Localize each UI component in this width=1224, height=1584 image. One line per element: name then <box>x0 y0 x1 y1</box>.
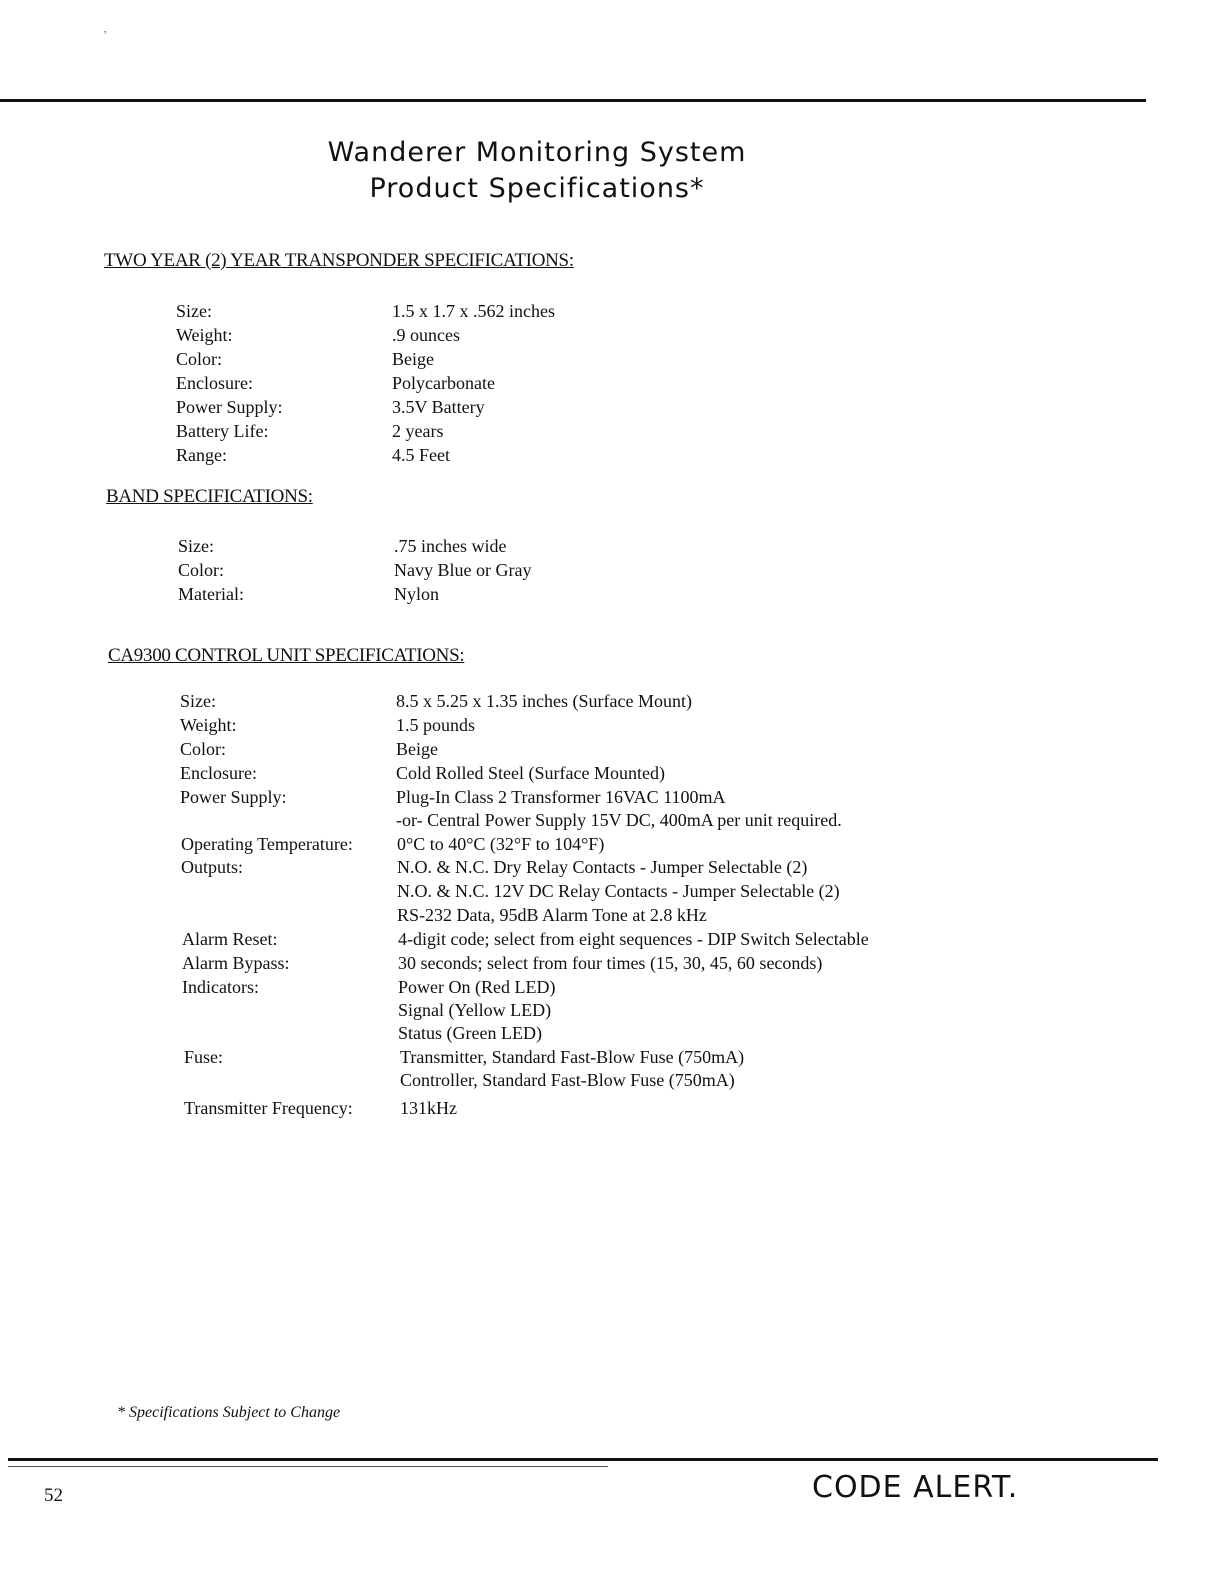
spec-label: Fuse: <box>184 1047 224 1067</box>
spec-value: Nylon <box>394 584 439 604</box>
spec-value: .75 inches wide <box>394 536 507 556</box>
spec-label: Material: <box>178 584 244 604</box>
spec-label: Power Supply: <box>176 397 283 417</box>
spec-label: Indicators: <box>182 977 259 997</box>
spec-value: 131kHz <box>400 1098 457 1118</box>
section-heading-transponder: TWO YEAR (2) YEAR TRANSPONDER SPECIFICATIONS: <box>104 250 574 271</box>
spec-value: RS-232 Data, 95dB Alarm Tone at 2.8 kHz <box>397 905 707 925</box>
spec-label: Weight: <box>176 325 233 345</box>
spec-value: Controller, Standard Fast-Blow Fuse (750mA) <box>400 1070 735 1090</box>
spec-value: Transmitter, Standard Fast-Blow Fuse (750mA) <box>400 1047 745 1067</box>
spec-value: -or- Central Power Supply 15V DC, 400mA per unit required. <box>396 810 842 830</box>
spec-label: Enclosure: <box>180 763 257 783</box>
spec-value: .9 ounces <box>392 325 460 345</box>
spec-value: N.O. & N.C. Dry Relay Contacts - Jumper Selectable (2) <box>397 857 808 877</box>
spec-label: Range: <box>176 445 227 465</box>
spec-value: Cold Rolled Steel (Surface Mounted) <box>396 763 665 783</box>
spec-label: Enclosure: <box>176 373 253 393</box>
spec-value: 1.5 pounds <box>396 715 476 735</box>
spec-value: Signal (Yellow LED) <box>398 1000 552 1020</box>
spec-value: Polycarbonate <box>392 373 495 393</box>
spec-value: 1.5 x 1.7 x .562 inches <box>392 301 555 321</box>
spec-value: 8.5 x 5.25 x 1.35 inches (Surface Mount) <box>396 691 692 711</box>
spec-label: Size: <box>178 536 214 556</box>
spec-value: Status (Green LED) <box>398 1023 542 1043</box>
spec-label: Color: <box>180 739 227 759</box>
section-heading-control-unit: CA9300 CONTROL UNIT SPECIFICATIONS: <box>108 645 465 666</box>
spec-label: Battery Life: <box>176 421 269 441</box>
page-title-line-1: Wanderer Monitoring System <box>327 137 747 168</box>
spec-value: 0°C to 40°C (32°F to 104°F) <box>397 834 605 854</box>
spec-value: 30 seconds; select from four times (15, 30, 45, 60 seconds) <box>398 953 823 973</box>
spec-label: Power Supply: <box>180 787 287 807</box>
spec-value: 4.5 Feet <box>392 445 450 465</box>
spec-value: N.O. & N.C. 12V DC Relay Contacts - Jumper Selectable (2) <box>397 881 840 901</box>
spec-value: 4-digit code; select from eight sequences - DIP Switch Selectable <box>398 929 869 949</box>
spec-value: Navy Blue or Gray <box>394 560 532 580</box>
spec-value: 2 years <box>392 421 444 441</box>
spec-label: Operating Temperature: <box>181 834 353 854</box>
spec-value: 3.5V Battery <box>392 397 485 417</box>
spec-value: Power On (Red LED) <box>398 977 556 997</box>
spec-label: Color: <box>176 349 223 369</box>
bottom-rule-secondary <box>8 1466 608 1467</box>
spec-label: Size: <box>176 301 212 321</box>
spec-label: Color: <box>178 560 225 580</box>
bottom-rule <box>8 1458 1158 1461</box>
page-title-line-2: Product Specifications* <box>369 173 705 204</box>
footnote: * Specifications Subject to Change <box>117 1404 341 1421</box>
spec-value: Plug-In Class 2 Transformer 16VAC 1100mA <box>396 787 726 807</box>
section-heading-band: BAND SPECIFICATIONS: <box>106 486 313 507</box>
spec-label: Transmitter Frequency: <box>184 1098 353 1118</box>
page-number: 52 <box>44 1485 63 1506</box>
spec-label: Alarm Reset: <box>182 929 278 949</box>
top-rule <box>0 99 1146 102</box>
brand-logo: CODE ALERT. <box>812 1470 1019 1505</box>
spec-value: Beige <box>396 739 438 759</box>
spec-label: Weight: <box>180 715 237 735</box>
spec-label: Size: <box>180 691 216 711</box>
spec-label: Outputs: <box>181 857 244 877</box>
spec-label: Alarm Bypass: <box>182 953 290 973</box>
spec-value: Beige <box>392 349 434 369</box>
scan-mark: , <box>104 24 107 35</box>
